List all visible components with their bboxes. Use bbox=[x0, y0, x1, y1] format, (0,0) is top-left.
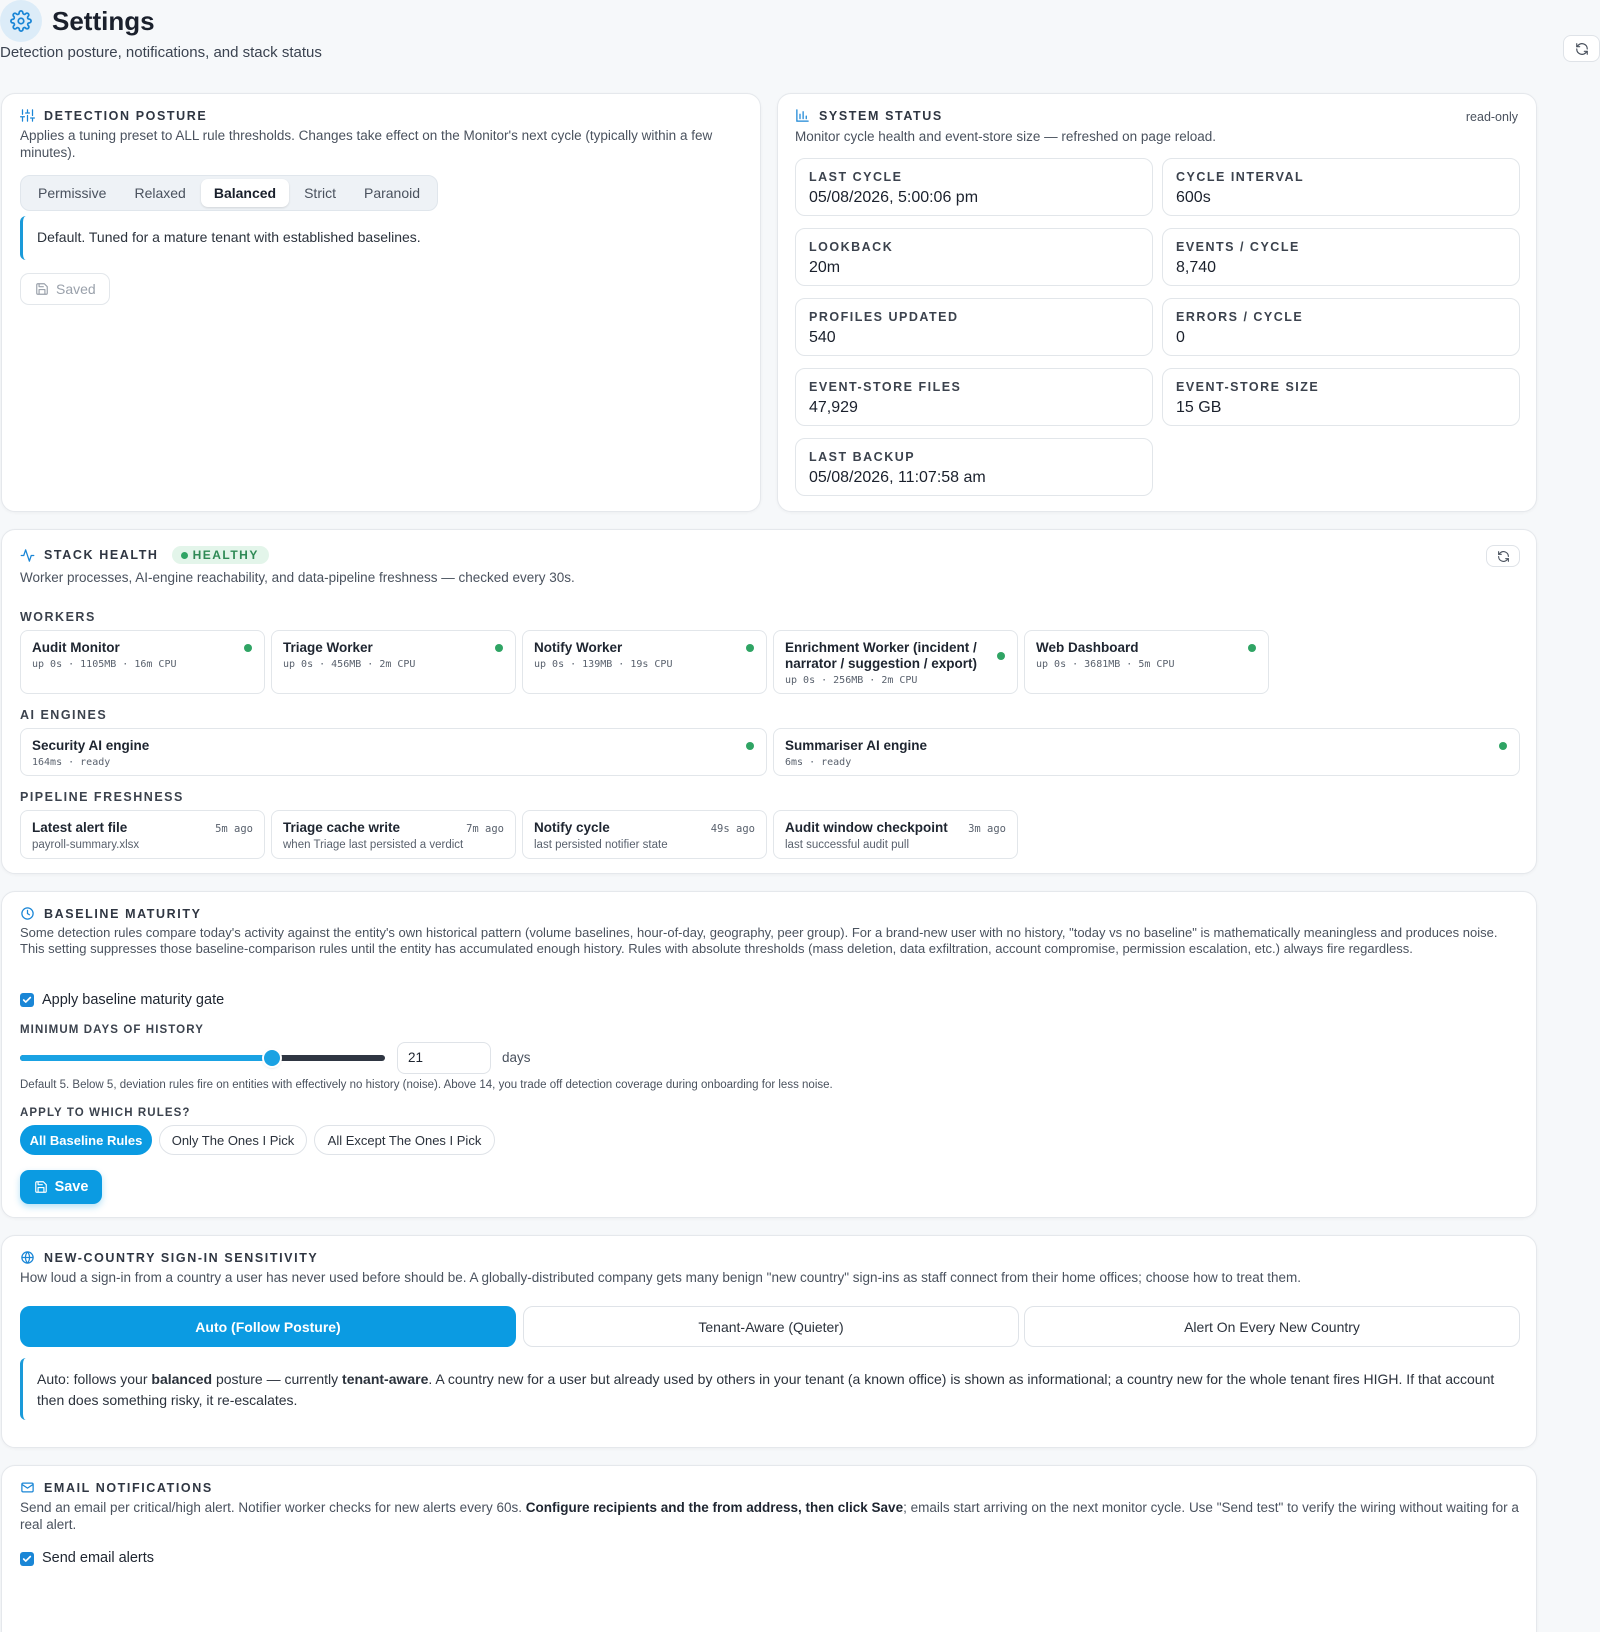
saved-button[interactable]: Saved bbox=[20, 273, 110, 305]
stat-lookback: LOOKBACK 20m bbox=[795, 228, 1153, 286]
worker-tile: Notify Worker up 0s · 139MB · 19s CPU bbox=[522, 630, 767, 694]
ai-engines-label: AI ENGINES bbox=[20, 708, 108, 722]
min-days-input[interactable]: 21 bbox=[397, 1042, 491, 1074]
pipeline-tile: Audit window checkpoint 3m ago last successful audit pull bbox=[773, 810, 1018, 859]
refresh-icon bbox=[1497, 550, 1510, 563]
detection-posture-heading: DETECTION POSTURE bbox=[20, 108, 207, 123]
min-days-slider[interactable] bbox=[20, 1055, 385, 1061]
status-dot-icon bbox=[1248, 644, 1256, 652]
min-days-label: MINIMUM DAYS OF HISTORY bbox=[20, 1024, 204, 1036]
baseline-gate-checkbox[interactable] bbox=[20, 993, 34, 1007]
email-card bbox=[1, 1465, 1537, 1632]
send-email-checkbox[interactable] bbox=[20, 1552, 34, 1566]
ai-engine-tile: Summariser AI engine 6ms · ready bbox=[773, 728, 1520, 776]
baseline-maturity-heading: BASELINE MATURITY bbox=[20, 906, 202, 921]
workers-label: WORKERS bbox=[20, 610, 96, 624]
pipeline-freshness-label: PIPELINE FRESHNESS bbox=[20, 790, 184, 804]
email-heading: EMAIL NOTIFICATIONS bbox=[20, 1480, 213, 1495]
bar-chart-icon bbox=[795, 108, 810, 123]
system-status-card bbox=[777, 93, 1537, 512]
country-option-every-new[interactable]: Alert On Every New Country bbox=[1024, 1306, 1520, 1347]
worker-tile: Enrichment Worker (incident / narrator / suggestion / export) up 0s · 256MB · 2m CPU bbox=[773, 630, 1018, 694]
stack-health-card bbox=[1, 529, 1537, 874]
worker-tile: Audit Monitor up 0s · 1105MB · 16m CPU bbox=[20, 630, 265, 694]
stat-errors-per-cycle: ERRORS / CYCLE 0 bbox=[1162, 298, 1520, 356]
days-unit: days bbox=[502, 1050, 531, 1065]
preset-permissive[interactable]: Permissive bbox=[38, 185, 107, 201]
preset-note: Default. Tuned for a mature tenant with established baselines. bbox=[20, 216, 740, 260]
baseline-maturity-card bbox=[1, 891, 1537, 1218]
detection-posture-card bbox=[1, 93, 761, 512]
status-dot-icon bbox=[1499, 742, 1507, 750]
ai-engine-tile: Security AI engine 164ms · ready bbox=[20, 728, 767, 776]
stack-health-description: Worker processes, AI-engine reachability, and data-pipeline freshness — checked every 30s. bbox=[20, 570, 575, 585]
apply-all-except-picked[interactable]: All Except The Ones I Pick bbox=[314, 1125, 495, 1155]
status-dot-icon bbox=[244, 644, 252, 652]
status-badge: HEALTHY bbox=[172, 546, 269, 564]
new-country-card bbox=[1, 1235, 1537, 1448]
status-dot-icon bbox=[997, 652, 1005, 660]
apply-only-picked[interactable]: Only The Ones I Pick bbox=[159, 1125, 307, 1155]
mail-icon bbox=[20, 1480, 35, 1495]
stack-health-heading: STACK HEALTH HEALTHY bbox=[20, 546, 269, 564]
apply-rules-label: APPLY TO WHICH RULES? bbox=[20, 1107, 191, 1119]
new-country-heading: NEW-COUNTRY SIGN-IN SENSITIVITY bbox=[20, 1250, 318, 1265]
send-email-label: Send email alerts bbox=[42, 1550, 155, 1566]
status-dot-icon bbox=[495, 644, 503, 652]
detection-posture-description: Applies a tuning preset to ALL rule thresholds. Changes take effect on the Monitor's next cycle (typically within a few minutes). bbox=[20, 128, 713, 160]
stack-refresh-button[interactable] bbox=[1486, 545, 1520, 567]
page-subtitle: Detection posture, notifications, and stack status bbox=[0, 44, 322, 61]
apply-all-baseline-rules[interactable]: All Baseline Rules bbox=[20, 1125, 152, 1155]
stat-event-store-size: EVENT-STORE SIZE 15 GB bbox=[1162, 368, 1520, 426]
posture-preset-selector bbox=[20, 175, 438, 211]
sliders-icon bbox=[20, 108, 35, 123]
stat-last-backup: LAST BACKUP 05/08/2026, 11:07:58 am bbox=[795, 438, 1153, 496]
baseline-maturity-description: Some detection rules compare today's activity against the entity's own historical pattern (volume baselines, hour-of-day, geography, peer group). For a brand-new user with no history, "today vs no baseline" is mathematically meaningless and produces noise. This setting suppresses those baseline-comparison rules until the entity has accumulated enough history. Rules with absolute thresholds (mass deletion, data exfiltration, account compromise, permission escalation, etc.) always fire regardless. bbox=[20, 925, 1498, 956]
min-days-hint: Default 5. Below 5, deviation rules fire on entities with effectively no history (noise). Above 14, you trade off detection coverage during onboarding for less noise. bbox=[20, 1079, 833, 1091]
preset-paranoid[interactable]: Paranoid bbox=[363, 185, 421, 201]
email-description: Send an email per critical/high alert. Notifier worker checks for new alerts every 60s. Configure recipients and the from address, then click Save; emails start arriving on the next monitor cycle. Use "Send test" to verify the wiring without waiting for a real alert. bbox=[20, 1500, 1519, 1532]
preset-relaxed[interactable]: Relaxed bbox=[134, 185, 186, 201]
read-only-label: read-only bbox=[1465, 110, 1518, 124]
floppy-disk-icon bbox=[34, 1180, 48, 1194]
slider-thumb[interactable] bbox=[264, 1050, 280, 1066]
preset-balanced[interactable]: Balanced bbox=[201, 179, 289, 207]
status-dot-icon bbox=[746, 644, 754, 652]
system-status-description: Monitor cycle health and event-store size — refreshed on page reload. bbox=[795, 129, 1216, 144]
baseline-gate-label: Apply baseline maturity gate bbox=[42, 992, 225, 1008]
country-note: Auto: follows your balanced posture — currently tenant-aware. A country new for a user but already used by others in your tenant (a known office) is shown as informational; a country new for the whole tenant fires HIGH. If that account then does something risky, it re-escalates. bbox=[20, 1358, 1520, 1420]
country-option-tenant-aware[interactable]: Tenant-Aware (Quieter) bbox=[523, 1306, 1019, 1347]
stat-profiles-updated: PROFILES UPDATED 540 bbox=[795, 298, 1153, 356]
refresh-icon bbox=[1575, 42, 1589, 56]
globe-icon bbox=[20, 1250, 35, 1265]
pipeline-tile: Notify cycle 49s ago last persisted notifier state bbox=[522, 810, 767, 859]
preset-strict[interactable]: Strict bbox=[304, 185, 336, 201]
activity-icon bbox=[20, 548, 35, 563]
stat-cycle-interval: CYCLE INTERVAL 600s bbox=[1162, 158, 1520, 216]
pipeline-tile: Triage cache write 7m ago when Triage last persisted a verdict bbox=[271, 810, 516, 859]
baseline-save-button[interactable]: Save bbox=[20, 1170, 102, 1204]
new-country-description: How loud a sign-in from a country a user has never used before should be. A globally-distributed company gets many benign "new country" sign-ins as staff connect from their home offices; choose how to treat them. bbox=[20, 1270, 1302, 1285]
stat-event-store-files: EVENT-STORE FILES 47,929 bbox=[795, 368, 1153, 426]
slider-fill bbox=[20, 1055, 272, 1061]
floppy-disk-icon bbox=[35, 282, 49, 296]
page-title: Settings bbox=[52, 6, 155, 36]
refresh-button[interactable] bbox=[1563, 35, 1600, 62]
status-dot-icon bbox=[746, 742, 754, 750]
healthy-dot-icon bbox=[181, 552, 188, 559]
stat-last-cycle: LAST CYCLE 05/08/2026, 5:00:06 pm bbox=[795, 158, 1153, 216]
country-option-auto[interactable]: Auto (Follow Posture) bbox=[20, 1306, 516, 1347]
clock-icon bbox=[20, 906, 35, 921]
system-status-heading: SYSTEM STATUS bbox=[795, 108, 943, 123]
gear-icon bbox=[0, 0, 42, 42]
pipeline-tile: Latest alert file 5m ago payroll-summary.xlsx bbox=[20, 810, 265, 859]
worker-tile: Triage Worker up 0s · 456MB · 2m CPU bbox=[271, 630, 516, 694]
worker-tile: Web Dashboard up 0s · 3681MB · 5m CPU bbox=[1024, 630, 1269, 694]
stat-events-per-cycle: EVENTS / CYCLE 8,740 bbox=[1162, 228, 1520, 286]
